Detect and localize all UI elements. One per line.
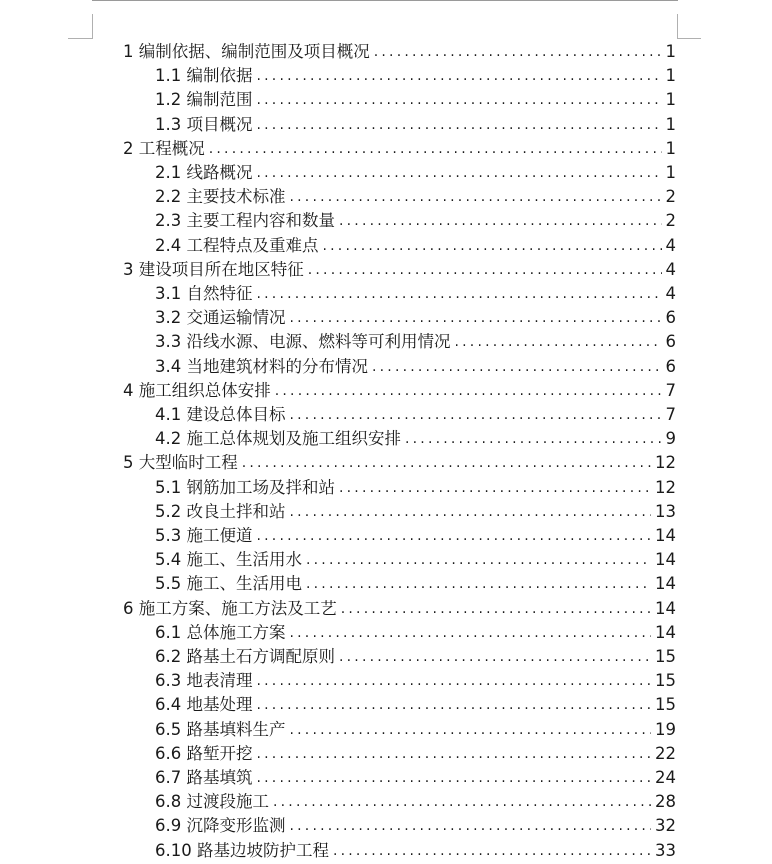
toc-dot-leader [455, 330, 662, 354]
toc-entry-chapter[interactable] [123, 137, 676, 161]
toc-page-number: 2 [665, 187, 676, 207]
toc-entry-section[interactable] [155, 427, 676, 451]
crop-mark-left-horizontal [68, 38, 93, 39]
toc-entry-title: 3 建设项目所在地区特征 [123, 259, 304, 279]
toc-page-number: 4 [665, 235, 676, 255]
toc-entry-section[interactable] [155, 572, 676, 596]
toc-entry-title: 1.1 编制依据 [155, 66, 253, 86]
toc-page-number: 33 [655, 840, 676, 860]
toc-entry-section[interactable] [155, 113, 676, 137]
toc-page-number: 7 [665, 380, 676, 400]
toc-entry-section[interactable] [155, 742, 676, 766]
toc-page-number: 4 [665, 284, 676, 303]
toc-page-number: 6 [665, 356, 676, 376]
toc-entry-title: 6.10 路基边坡防护工程 [155, 840, 329, 860]
toc-entry-title: 2.4 工程特点及重难点 [155, 235, 319, 255]
toc-dot-leader [306, 572, 651, 596]
toc-page-number: 15 [655, 671, 676, 691]
toc-entry-section[interactable] [155, 64, 676, 88]
toc-entry-title: 6.2 路基土石方调配原则 [155, 647, 335, 666]
toc-entry-title: 6.1 总体施工方案 [155, 622, 286, 642]
toc-entry-chapter[interactable] [123, 258, 676, 282]
toc-entry-title: 5.5 施工、生活用电 [155, 574, 302, 594]
toc-dot-leader [339, 476, 651, 500]
toc-page-number: 1 [665, 163, 676, 182]
toc-dot-leader [372, 355, 662, 379]
toc-dot-leader [405, 427, 662, 451]
toc-page-number: 1 [665, 66, 676, 86]
toc-entry-title: 2.1 线路概况 [155, 163, 253, 182]
toc-entry-section[interactable] [155, 814, 676, 838]
toc-dot-leader [290, 403, 662, 427]
toc-entry-section[interactable] [155, 355, 676, 379]
toc-page-number: 15 [655, 647, 676, 666]
toc-entry-title: 3.3 沿线水源、电源、燃料等可利用情况 [155, 332, 451, 352]
toc-entry-chapter[interactable] [123, 451, 676, 475]
toc-page-number: 1 [665, 90, 676, 110]
toc-dot-leader [290, 185, 662, 209]
toc-dot-leader [273, 790, 651, 814]
toc-entry-title: 4 施工组织总体安排 [123, 380, 271, 400]
toc-dot-leader [257, 524, 652, 548]
toc-entry-chapter[interactable] [123, 40, 676, 64]
toc-entry-section[interactable] [155, 185, 676, 209]
toc-entry-section[interactable] [155, 234, 676, 258]
toc-entry-section[interactable] [155, 209, 676, 233]
toc-entry-title: 3.4 当地建筑材料的分布情况 [155, 356, 368, 376]
toc-entry-title: 1 编制依据、编制范围及项目概况 [123, 42, 370, 61]
toc-entry-section[interactable] [155, 669, 676, 693]
toc-entry-chapter[interactable] [123, 379, 676, 403]
toc-entry-title: 1.2 编制范围 [155, 90, 253, 110]
toc-entry-title: 5.2 改良土拌和站 [155, 501, 286, 521]
toc-entry-section[interactable] [155, 621, 676, 645]
toc-dot-leader [339, 209, 662, 233]
toc-page-number: 32 [655, 816, 676, 836]
toc-entry-title: 2.2 主要技术标准 [155, 187, 286, 207]
toc-dot-leader [275, 379, 662, 403]
toc-dot-leader [308, 258, 662, 282]
toc-entry-section[interactable] [155, 645, 676, 669]
toc-dot-leader [290, 306, 662, 330]
toc-entry-title: 6.6 路堑开挖 [155, 743, 253, 763]
crop-mark-right-horizontal [677, 38, 701, 39]
toc-page-number: 6 [665, 308, 676, 328]
toc-dot-leader [290, 814, 652, 838]
toc-entry-section[interactable] [155, 306, 676, 330]
toc-entry-section[interactable] [155, 766, 676, 790]
toc-entry-section[interactable] [155, 839, 676, 863]
toc-page-number: 1 [665, 138, 676, 158]
toc-entry-section[interactable] [155, 500, 676, 524]
page-top-edge [92, 0, 678, 1]
toc-page-number: 4 [665, 259, 676, 279]
toc-dot-leader [290, 500, 652, 524]
crop-mark-left-vertical [92, 14, 93, 39]
toc-entry-section[interactable] [155, 161, 676, 185]
toc-dot-leader [341, 597, 651, 621]
toc-entry-title: 6 施工方案、施工方法及工艺 [123, 598, 337, 618]
toc-page-number: 14 [655, 526, 676, 545]
toc-entry-title: 3.2 交通运输情况 [155, 308, 286, 328]
toc-dot-leader [257, 766, 652, 790]
toc-page-number: 6 [665, 332, 676, 352]
toc-page-number: 12 [655, 477, 676, 497]
toc-entry-section[interactable] [155, 88, 676, 112]
crop-mark-right-vertical [677, 14, 678, 39]
toc-dot-leader [257, 113, 662, 137]
toc-dot-leader [257, 88, 662, 112]
toc-dot-leader [290, 621, 652, 645]
toc-entry-title: 2 工程概况 [123, 138, 205, 158]
toc-entry-section[interactable] [155, 403, 676, 427]
toc-page-number: 7 [665, 405, 676, 424]
toc-page-number: 28 [655, 792, 676, 812]
toc-entry-section[interactable] [155, 790, 676, 814]
toc-page-number: 14 [655, 598, 676, 618]
toc-entry-title: 4.1 建设总体目标 [155, 405, 286, 424]
toc-entry-title: 5.1 钢筋加工场及拌和站 [155, 477, 335, 497]
toc-entry-section[interactable] [155, 693, 676, 717]
toc-entry-title: 6.3 地表清理 [155, 671, 253, 691]
toc-entry-section[interactable] [155, 524, 676, 548]
toc-page-number: 19 [655, 719, 676, 739]
toc-dot-leader [257, 161, 662, 185]
toc-page-number: 1 [665, 42, 676, 61]
toc-entry-section[interactable] [155, 476, 676, 500]
toc-entry-title: 5.4 施工、生活用水 [155, 550, 302, 570]
toc-page-number: 9 [665, 429, 676, 449]
toc-dot-leader [374, 40, 662, 64]
toc-entry-title: 5.3 施工便道 [155, 526, 253, 545]
toc-page-number: 14 [655, 550, 676, 570]
toc-dot-leader [339, 645, 651, 669]
toc-entry-section[interactable] [155, 282, 676, 306]
toc-page-number: 2 [665, 211, 676, 231]
toc-entry-title: 6.4 地基处理 [155, 695, 253, 715]
toc-entry-title: 1.3 项目概况 [155, 114, 253, 134]
toc-page-number: 24 [655, 768, 676, 787]
toc-dot-leader [257, 742, 652, 766]
toc-entry-title: 6.8 过渡段施工 [155, 792, 269, 812]
toc-dot-leader [242, 451, 651, 475]
toc-entry-title: 4.2 施工总体规划及施工组织安排 [155, 429, 401, 449]
toc-page-number: 22 [655, 743, 676, 763]
toc-dot-leader [209, 137, 662, 161]
toc-page-number: 14 [655, 622, 676, 642]
toc-entry-chapter[interactable] [123, 597, 676, 621]
toc-dot-leader [290, 718, 652, 742]
toc-entry-section[interactable] [155, 330, 676, 354]
toc-entry-section[interactable] [155, 718, 676, 742]
toc-dot-leader [323, 234, 662, 258]
toc-dot-leader [257, 64, 662, 88]
toc-page-number: 13 [655, 501, 676, 521]
toc-entry-title: 6.5 路基填料生产 [155, 719, 286, 739]
toc-page-number: 1 [665, 114, 676, 134]
toc-dot-leader [333, 839, 651, 863]
toc-page-number: 14 [655, 574, 676, 594]
toc-page-number: 15 [655, 695, 676, 715]
toc-entry-title: 6.7 路基填筑 [155, 768, 253, 787]
toc-entry-title: 5 大型临时工程 [123, 453, 238, 473]
toc-dot-leader [257, 693, 652, 717]
toc-page-number: 12 [655, 453, 676, 473]
toc-dot-leader [257, 669, 652, 693]
toc-entry-section[interactable] [155, 548, 676, 572]
toc-dot-leader [306, 548, 651, 572]
toc-entry-title: 2.3 主要工程内容和数量 [155, 211, 335, 231]
toc-dot-leader [257, 282, 662, 306]
toc-entry-title: 3.1 自然特征 [155, 284, 253, 303]
toc-entry-title: 6.9 沉降变形监测 [155, 816, 286, 836]
